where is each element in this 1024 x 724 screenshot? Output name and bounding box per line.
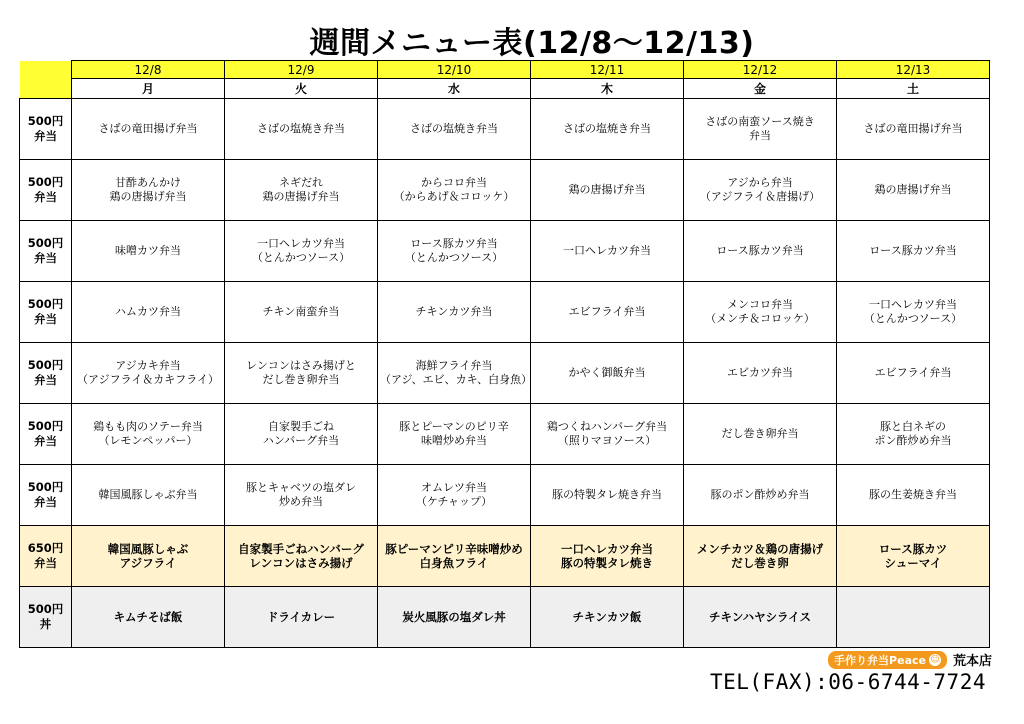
menu-item-line: チキンハヤシライス [708,610,811,624]
menu-item [684,160,837,221]
menu-item-line: ドライカレー [266,610,336,624]
menu-item [225,282,378,343]
menu-item-line: さばの塩焼き弁当 [563,122,651,135]
menu-item-line: ハムカツ弁当 [115,305,181,318]
price-cell-line: 弁当 [34,495,57,509]
menu-item [225,465,378,526]
footer-brand [828,650,992,669]
menu-item-line: 味噌炒め弁当 [421,434,487,447]
menu-item [72,587,225,648]
menu-item-line: 豚とピーマンのピリ辛 [399,420,509,433]
price-cell-line: 弁当 [34,373,57,387]
menu-item-line: レンコンはさみ揚げと [246,359,356,372]
menu-item [225,221,378,282]
date-header: 12/9 [225,61,378,79]
price-cell-line: 500円 [27,236,64,250]
menu-item-line: アジフライ [119,556,177,570]
menu-item-line: だし巻き卵弁当 [262,373,340,386]
weekday-header: 火 [225,79,378,99]
menu-item-line: さばの塩焼き弁当 [410,122,498,135]
menu-item-line: 海鮮フライ弁当 [415,359,493,372]
menu-item-line: さばの竜田揚げ弁当 [98,122,198,135]
weekday-header: 月 [72,79,225,99]
menu-item-line: 豚とキャベツの塩ダレ [246,481,356,494]
price-cell [20,282,72,343]
menu-item [72,282,225,343]
price-cell [20,99,72,160]
menu-item [378,526,531,587]
menu-item [225,404,378,465]
weekday-header: 金 [684,79,837,99]
menu-item [684,465,837,526]
smile-icon: ☺ [930,654,940,665]
price-cell-line: 弁当 [34,434,57,448]
date-header: 12/11 [531,61,684,79]
menu-item-line: 韓国風豚しゃぶ弁当 [98,488,198,501]
menu-item-line: エビカツ弁当 [727,366,793,379]
menu-item-line: 鶏の唐揚げ弁当 [874,183,952,196]
price-cell-line: 500円 [27,175,64,189]
menu-item-line: （からあげ＆コロッケ） [393,190,515,203]
menu-item [837,465,990,526]
corner-cell [20,61,72,99]
menu-item-line: キムチそば飯 [113,610,183,624]
shop-logo [828,651,947,669]
menu-item [837,282,990,343]
menu-item [378,465,531,526]
price-cell-line: 弁当 [34,129,57,143]
menu-item [837,99,990,160]
price-cell-line: 650円 [27,541,64,555]
menu-item [378,160,531,221]
price-cell [20,526,72,587]
price-cell-line: 500円 [27,480,64,494]
price-cell-line: 500円 [27,602,64,616]
logo-text: 手作り弁当Peace [834,653,926,667]
menu-item-line: さばの南蛮ソース焼き [705,115,815,128]
menu-item-line: チキンカツ飯 [572,610,642,624]
menu-item-line: 白身魚フライ [419,556,489,570]
menu-item-line: さばの竜田揚げ弁当 [863,122,963,135]
menu-item [837,526,990,587]
menu-item [378,99,531,160]
menu-item [837,404,990,465]
menu-item-line: 豚の生姜焼き弁当 [869,488,957,501]
menu-item-line: （とんかつソース） [404,251,504,264]
menu-item-line: アジから弁当 [727,176,793,189]
menu-item [684,343,837,404]
menu-item-line: ポン酢炒め弁当 [874,434,952,447]
menu-item-line: （アジフライ＆カキフライ） [77,373,219,386]
menu-item [684,587,837,648]
menu-item-line: ロース豚カツ弁当 [869,244,957,257]
weekday-header: 水 [378,79,531,99]
menu-item-line: 豚のポン酢炒め弁当 [710,488,810,501]
menu-item [378,404,531,465]
menu-item-line: （とんかつソース） [863,312,963,325]
price-cell [20,343,72,404]
menu-item-line: 弁当 [749,129,771,142]
menu-item [684,404,837,465]
menu-row [20,587,990,648]
menu-item [531,404,684,465]
menu-table [19,60,990,648]
price-cell-line: 丼 [39,617,52,631]
page-title: 週間メニュー表(12/8～12/13) [309,26,755,61]
date-header: 12/13 [837,61,990,79]
menu-item [225,99,378,160]
menu-item-line: メンチカツ＆鶏の唐揚げ [696,542,824,556]
menu-item [72,465,225,526]
menu-item [378,343,531,404]
menu-item-line: （レモンペッパー） [98,434,198,447]
menu-item-line: 一口ヘレカツ弁当 [869,298,957,311]
price-cell-line: 500円 [27,358,64,372]
price-cell-line: 弁当 [34,312,57,326]
menu-item-line: （ケチャップ） [415,495,493,508]
menu-item-line: レンコンはさみ揚げ [249,556,353,570]
menu-item-line: チキンカツ弁当 [415,305,493,318]
price-cell [20,160,72,221]
menu-item-line: 自家製手ごねハンバーグ [238,542,364,556]
menu-item-line: （アジフライ＆唐揚げ） [699,190,821,203]
price-cell-line: 500円 [27,114,64,128]
menu-item [531,587,684,648]
menu-item [837,160,990,221]
price-cell [20,465,72,526]
menu-item [225,526,378,587]
menu-row [20,526,990,587]
menu-item-line: （とんかつソース） [251,251,351,264]
menu-item-line: 鶏もも肉のソテー弁当 [93,420,203,433]
menu-item [531,160,684,221]
tel-fax: TEL(FAX):06-6744-7724 [709,670,986,694]
menu-item-line: 炒め弁当 [279,495,323,508]
menu-item-line: ロース豚カツ [878,542,948,556]
menu-row [20,404,990,465]
menu-item-line: （照りマヨソース） [557,434,657,447]
menu-item [72,404,225,465]
menu-item [225,160,378,221]
menu-item [684,282,837,343]
price-cell-line: 500円 [27,419,64,433]
menu-item [378,282,531,343]
date-header: 12/12 [684,61,837,79]
menu-item-line: 鶏の唐揚げ弁当 [568,183,646,196]
menu-item [531,221,684,282]
menu-item-line: 豚の特製タレ焼き [561,556,653,570]
menu-item [72,221,225,282]
menu-item-line: 鶏の唐揚げ弁当 [262,190,340,203]
menu-row [20,221,990,282]
menu-item-line: 一口ヘレカツ弁当 [563,244,651,257]
menu-item [837,343,990,404]
menu-item [72,99,225,160]
store-name: 荒本店 [952,654,992,669]
price-cell-line: 弁当 [34,556,57,570]
menu-item-line: チキン南蛮弁当 [262,305,340,318]
menu-item-line: エビフライ弁当 [874,366,952,379]
menu-item-line: （アジ、エビ、カキ、白身魚） [380,373,533,386]
date-header: 12/8 [72,61,225,79]
menu-item [837,587,990,648]
menu-item-line: だし巻き卵 [731,556,789,570]
menu-item [531,465,684,526]
menu-item [684,526,837,587]
menu-row [20,343,990,404]
menu-item-line: さばの塩焼き弁当 [257,122,345,135]
weekday-row [20,79,990,99]
menu-item-line: 鶏の唐揚げ弁当 [109,190,187,203]
menu-item-line: 甘酢あんかけ [115,176,181,189]
menu-item-line: 豚の特製タレ焼き弁当 [552,488,662,501]
menu-row [20,99,990,160]
menu-item-line: 自家製手ごね [268,420,334,433]
menu-item-line: 豚と白ネギの [880,420,946,433]
menu-row [20,160,990,221]
menu-item [531,282,684,343]
price-cell-line: 弁当 [34,251,57,265]
menu-item-line: 味噌カツ弁当 [115,244,181,257]
menu-item-line: シューマイ [884,556,942,570]
menu-item [684,221,837,282]
price-cell [20,404,72,465]
menu-item-line: だし巻き卵弁当 [721,427,799,440]
menu-item-line: 一口ヘレカツ弁当 [257,237,345,250]
menu-item-line: ロース豚カツ弁当 [716,244,804,257]
menu-item [72,526,225,587]
menu-item-line: （メンチ＆コロッケ） [705,312,815,325]
price-cell [20,587,72,648]
menu-item-line: メンコロ弁当 [727,298,793,311]
weekday-header: 土 [837,79,990,99]
date-header: 12/10 [378,61,531,79]
menu-item-line: 一口ヘレカツ弁当 [561,542,653,556]
menu-item-line: エビフライ弁当 [568,305,646,318]
menu-item [684,99,837,160]
price-cell [20,221,72,282]
price-cell-line: 弁当 [34,190,57,204]
menu-item-line: ロース豚カツ弁当 [410,237,498,250]
menu-item-line: オムレツ弁当 [421,481,487,494]
menu-item [72,343,225,404]
price-cell-line: 500円 [27,297,64,311]
menu-item-line: アジカキ弁当 [115,359,181,372]
menu-item [378,221,531,282]
menu-item-line: 炭火風豚の塩ダレ丼 [402,610,506,624]
menu-item [225,587,378,648]
menu-item [225,343,378,404]
menu-item-line: ハンバーグ弁当 [262,434,340,447]
menu-row [20,282,990,343]
menu-item [531,343,684,404]
date-row [20,61,990,79]
menu-item-line: 韓国風豚しゃぶ [107,542,189,556]
weekday-header: 木 [531,79,684,99]
menu-item [378,587,531,648]
menu-item [531,99,684,160]
menu-item-line: かやく御飯弁当 [568,366,646,379]
menu-item-line: ネギだれ [279,176,323,189]
menu-row [20,465,990,526]
menu-item-line: 豚ピーマンピリ辛味噌炒め [385,542,523,556]
menu-item-line: からコロ弁当 [421,176,487,189]
menu-item-line: 鶏つくねハンバーグ弁当 [546,420,668,433]
menu-item [837,221,990,282]
menu-item [72,160,225,221]
menu-item [531,526,684,587]
